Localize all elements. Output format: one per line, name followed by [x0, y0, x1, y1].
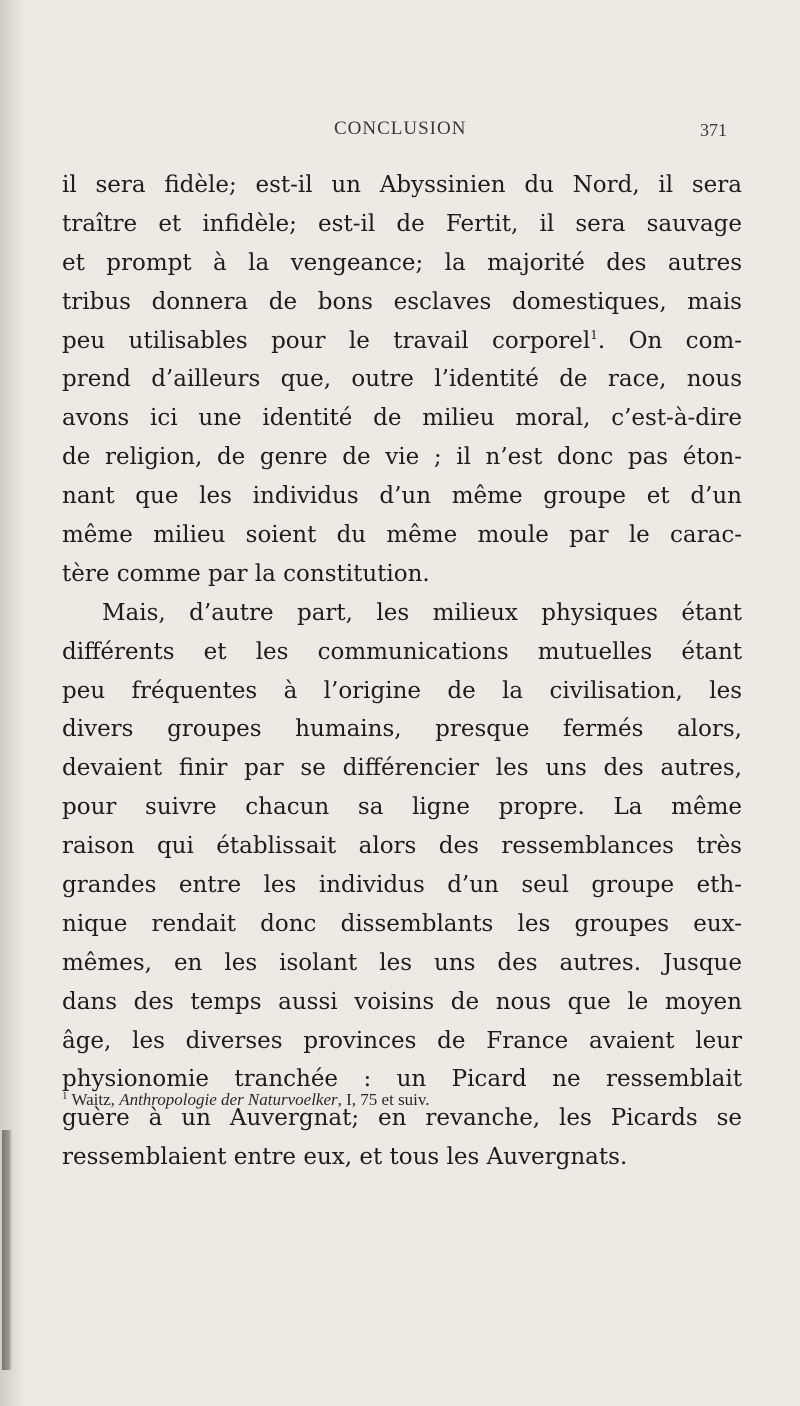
paragraph-first-line: Mais, d’autre part, les milieux physiques étant [102, 599, 742, 626]
text-line: nant que les individus d’un même groupe et d’un [62, 483, 742, 510]
page-header [0, 118, 800, 148]
text-line: âge, les diverses provinces de France avaient leur [62, 1027, 742, 1054]
footnote-title: Anthropologie der Naturvoelker [119, 1090, 338, 1109]
running-head: CONCLUSION [334, 118, 467, 139]
text-line: dans des temps aussi voisins de nous que le moyen [62, 988, 742, 1015]
page-number: 371 [700, 120, 727, 140]
footnote-reference-detail: , I, 75 et suiv. [337, 1090, 430, 1109]
text-line: grandes entre les individus d’un seul groupe eth- [62, 872, 742, 899]
text-line: avons ici une identité de milieu moral, c’est-à-dire [62, 405, 742, 432]
text-line: divers groupes humains, presque fermés alors, [62, 716, 742, 743]
text-line-with-footnote-ref [62, 322, 742, 361]
text-line: mêmes, en les isolant les uns des autres. Jusque [62, 949, 742, 976]
text-line: raison qui établissait alors des ressemblances très [62, 833, 742, 860]
text-line: physionomie tranchée : un Picard ne ressemblait [62, 1066, 742, 1093]
body-text [62, 166, 742, 1177]
footnote-reference: 1 [590, 327, 598, 342]
text-line: traître et infidèle; est-il de Fertit, il sera sauvage [62, 210, 742, 237]
text-line: même milieu soient du même moule par le carac- [62, 522, 742, 549]
text-line: tère comme par la constitution. [62, 560, 430, 587]
text-line: et prompt à la vengeance; la majorité des autres [62, 249, 742, 276]
text-line: nique rendait donc dissemblants les groupes eux- [62, 910, 742, 937]
text-line: il sera fidèle; est-il un Abyssinien du Nord, il sera [62, 172, 742, 198]
footnote-marker: 1 [62, 1090, 68, 1102]
text-line: pour suivre chacun sa ligne propre. La même [62, 794, 742, 821]
text-line-part: . On com- [597, 327, 742, 354]
text-line: ressemblaient entre eux, et tous les Auvergnats. [62, 1144, 628, 1171]
text-line-part: peu utilisables pour le travail corporel [62, 327, 591, 354]
text-line: différents et les communications mutuelles étant [62, 638, 742, 665]
binding-mark [2, 1130, 12, 1370]
text-line: prend d’ailleurs que, outre l’identité de race, nous [62, 366, 742, 393]
text-line: tribus donnera de bons esclaves domestiques, mais [62, 288, 742, 315]
footnote-author: Waitz, [71, 1090, 120, 1109]
text-line: peu fréquentes à l’origine de la civilisation, les [62, 677, 742, 704]
text-line: de religion, de genre de vie ; il n’est donc pas éton- [62, 444, 742, 471]
text-line: devaient finir par se différencier les uns des autres, [62, 755, 742, 782]
footnote [62, 1090, 762, 1110]
text-line: guère à un Auvergnat; en revanche, les Picards se [62, 1105, 742, 1132]
